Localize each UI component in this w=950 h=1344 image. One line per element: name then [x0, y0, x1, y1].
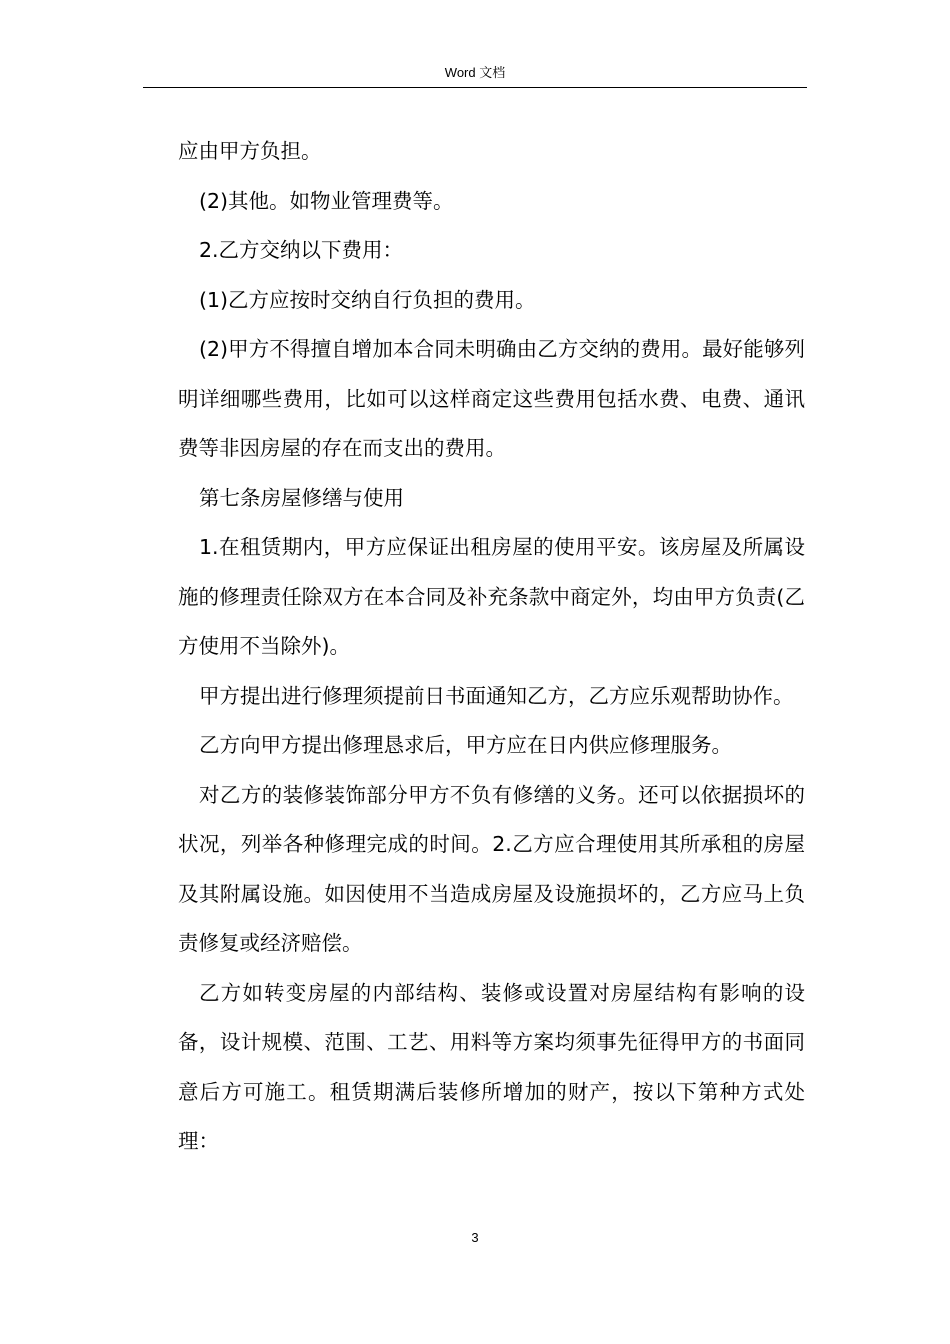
paragraph-8: 甲方提出进行修理须提前日书面通知乙方，乙方应乐观帮助协作。: [199, 683, 794, 708]
paragraph-7: 1.在租赁期内，甲方应保证出租房屋的使用平安。该房屋及所属设施的修理责任除双方在本合同及补充条款中商定外，均由甲方负责(乙方使用不当除外)。: [178, 535, 805, 658]
paragraph-11: 乙方如转变房屋的内部结构、装修或设置对房屋结构有影响的设备，设计规模、范围、工艺、用料等方案均须事先征得甲方的书面同意后方可施工。租赁期满后装修所增加的财产，按以下第种方式处理：: [178, 980, 805, 1153]
paragraph-9: 乙方向甲方提出修理恳求后，甲方应在日内供应修理服务。: [199, 733, 732, 757]
paragraph-10: 对乙方的装修装饰部分甲方不负有修缮的义务。还可以依据损坏的状况，列举各种修理完成的时间。2.乙方应合理使用其所承租的房屋及其附属设施。如因使用不当造成房屋及设施损坏的，乙方应马上负责修复或经济赔偿。: [178, 782, 805, 955]
paragraph-5: (2)甲方不得擅自增加本合同未明确由乙方交纳的费用。最好能够列明详细哪些费用，比如可以这样商定这些费用包括水费、电费、通讯费等非因房屋的存在而支出的费用。: [178, 337, 805, 460]
paragraph-2: (2)其他。如物业管理费等。: [199, 188, 454, 213]
document-body: [178, 127, 805, 1167]
paragraph-1: 应由甲方负担。: [178, 139, 322, 163]
page-number: 3: [471, 1230, 479, 1245]
paragraph-4: (1)乙方应按时交纳自行负担的费用。: [199, 287, 536, 312]
page-header: Word 文档: [444, 65, 506, 80]
paragraph-3: 2.乙方交纳以下费用：: [199, 238, 404, 262]
section-heading: 第七条房屋修缮与使用: [199, 485, 404, 510]
header-divider: [143, 87, 807, 88]
